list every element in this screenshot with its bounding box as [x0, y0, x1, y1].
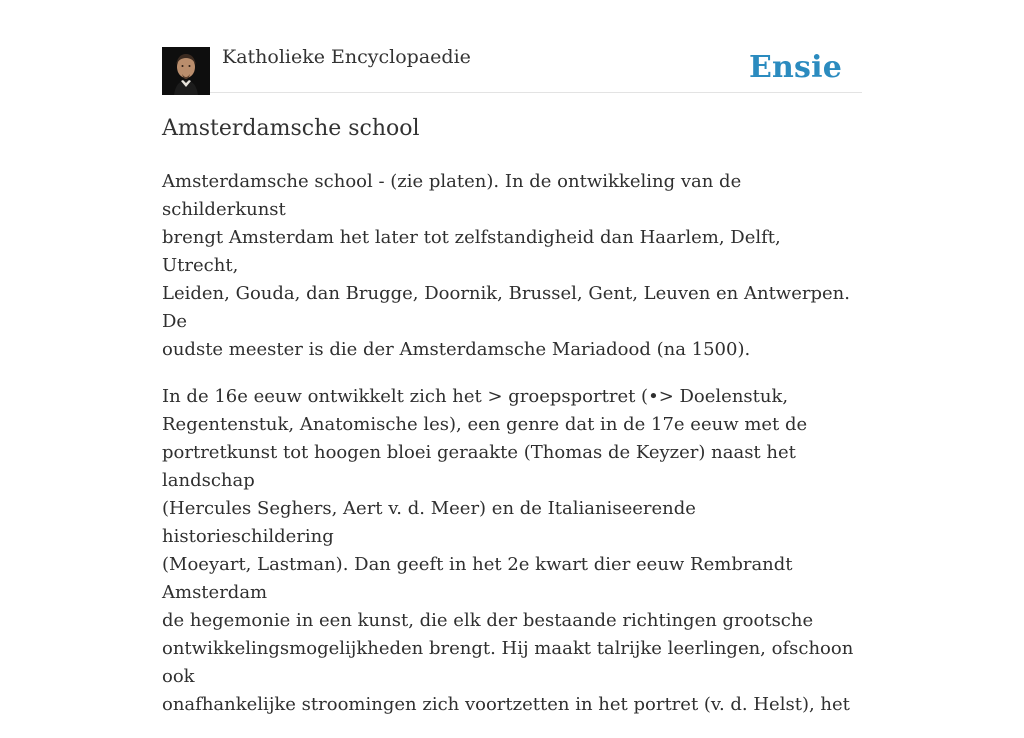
- avatar[interactable]: [162, 47, 210, 95]
- text-line: onafhankelijke stroomingen zich voortzetten in het portret (v. d. Helst), het: [162, 694, 850, 715]
- header: [162, 40, 862, 93]
- text-line: (Moeyart, Lastman). Dan geeft in het 2e kwart dier eeuw Rembrandt Amsterdam: [162, 554, 793, 603]
- article-title: Amsterdamsche school: [162, 116, 420, 141]
- paragraph: [162, 383, 862, 719]
- text-line: In de 16e eeuw ontwikkelt zich het > groepsportret (•> Doelenstuk,: [162, 386, 789, 407]
- article-body: [162, 168, 862, 738]
- text-line: (Hercules Seghers, Aert v. d. Meer) en de Italianiseerende historieschildering: [162, 498, 696, 547]
- text-line: portretkunst tot hoogen bloei geraakte (Thomas de Keyzer) naast het landschap: [162, 442, 796, 491]
- text-line: de hegemonie in een kunst, die elk der bestaande richtingen grootsche: [162, 610, 814, 631]
- paragraph: [162, 168, 862, 364]
- text-line: ontwikkelingsmogelijkheden brengt. Hij maakt talrijke leerlingen, ofschoon ook: [162, 638, 854, 687]
- source-title[interactable]: Katholieke Encyclopaedie: [222, 46, 471, 68]
- text-line: Leiden, Gouda, dan Brugge, Doornik, Brussel, Gent, Leuven en Antwerpen. De: [162, 283, 850, 332]
- text-line: Amsterdamsche school - (zie platen). In de ontwikkeling van de schilderkunst: [162, 171, 742, 220]
- text-line: brengt Amsterdam het later tot zelfstandigheid dan Haarlem, Delft, Utrecht,: [162, 227, 781, 276]
- text-line: oudste meester is die der Amsterdamsche Mariadood (na 1500).: [162, 339, 751, 360]
- portrait-avatar-icon: [162, 47, 210, 95]
- brand-logo[interactable]: Ensie: [748, 50, 842, 85]
- text-line: Regentenstuk, Anatomische les), een genre dat in de 17e eeuw met de: [162, 414, 808, 435]
